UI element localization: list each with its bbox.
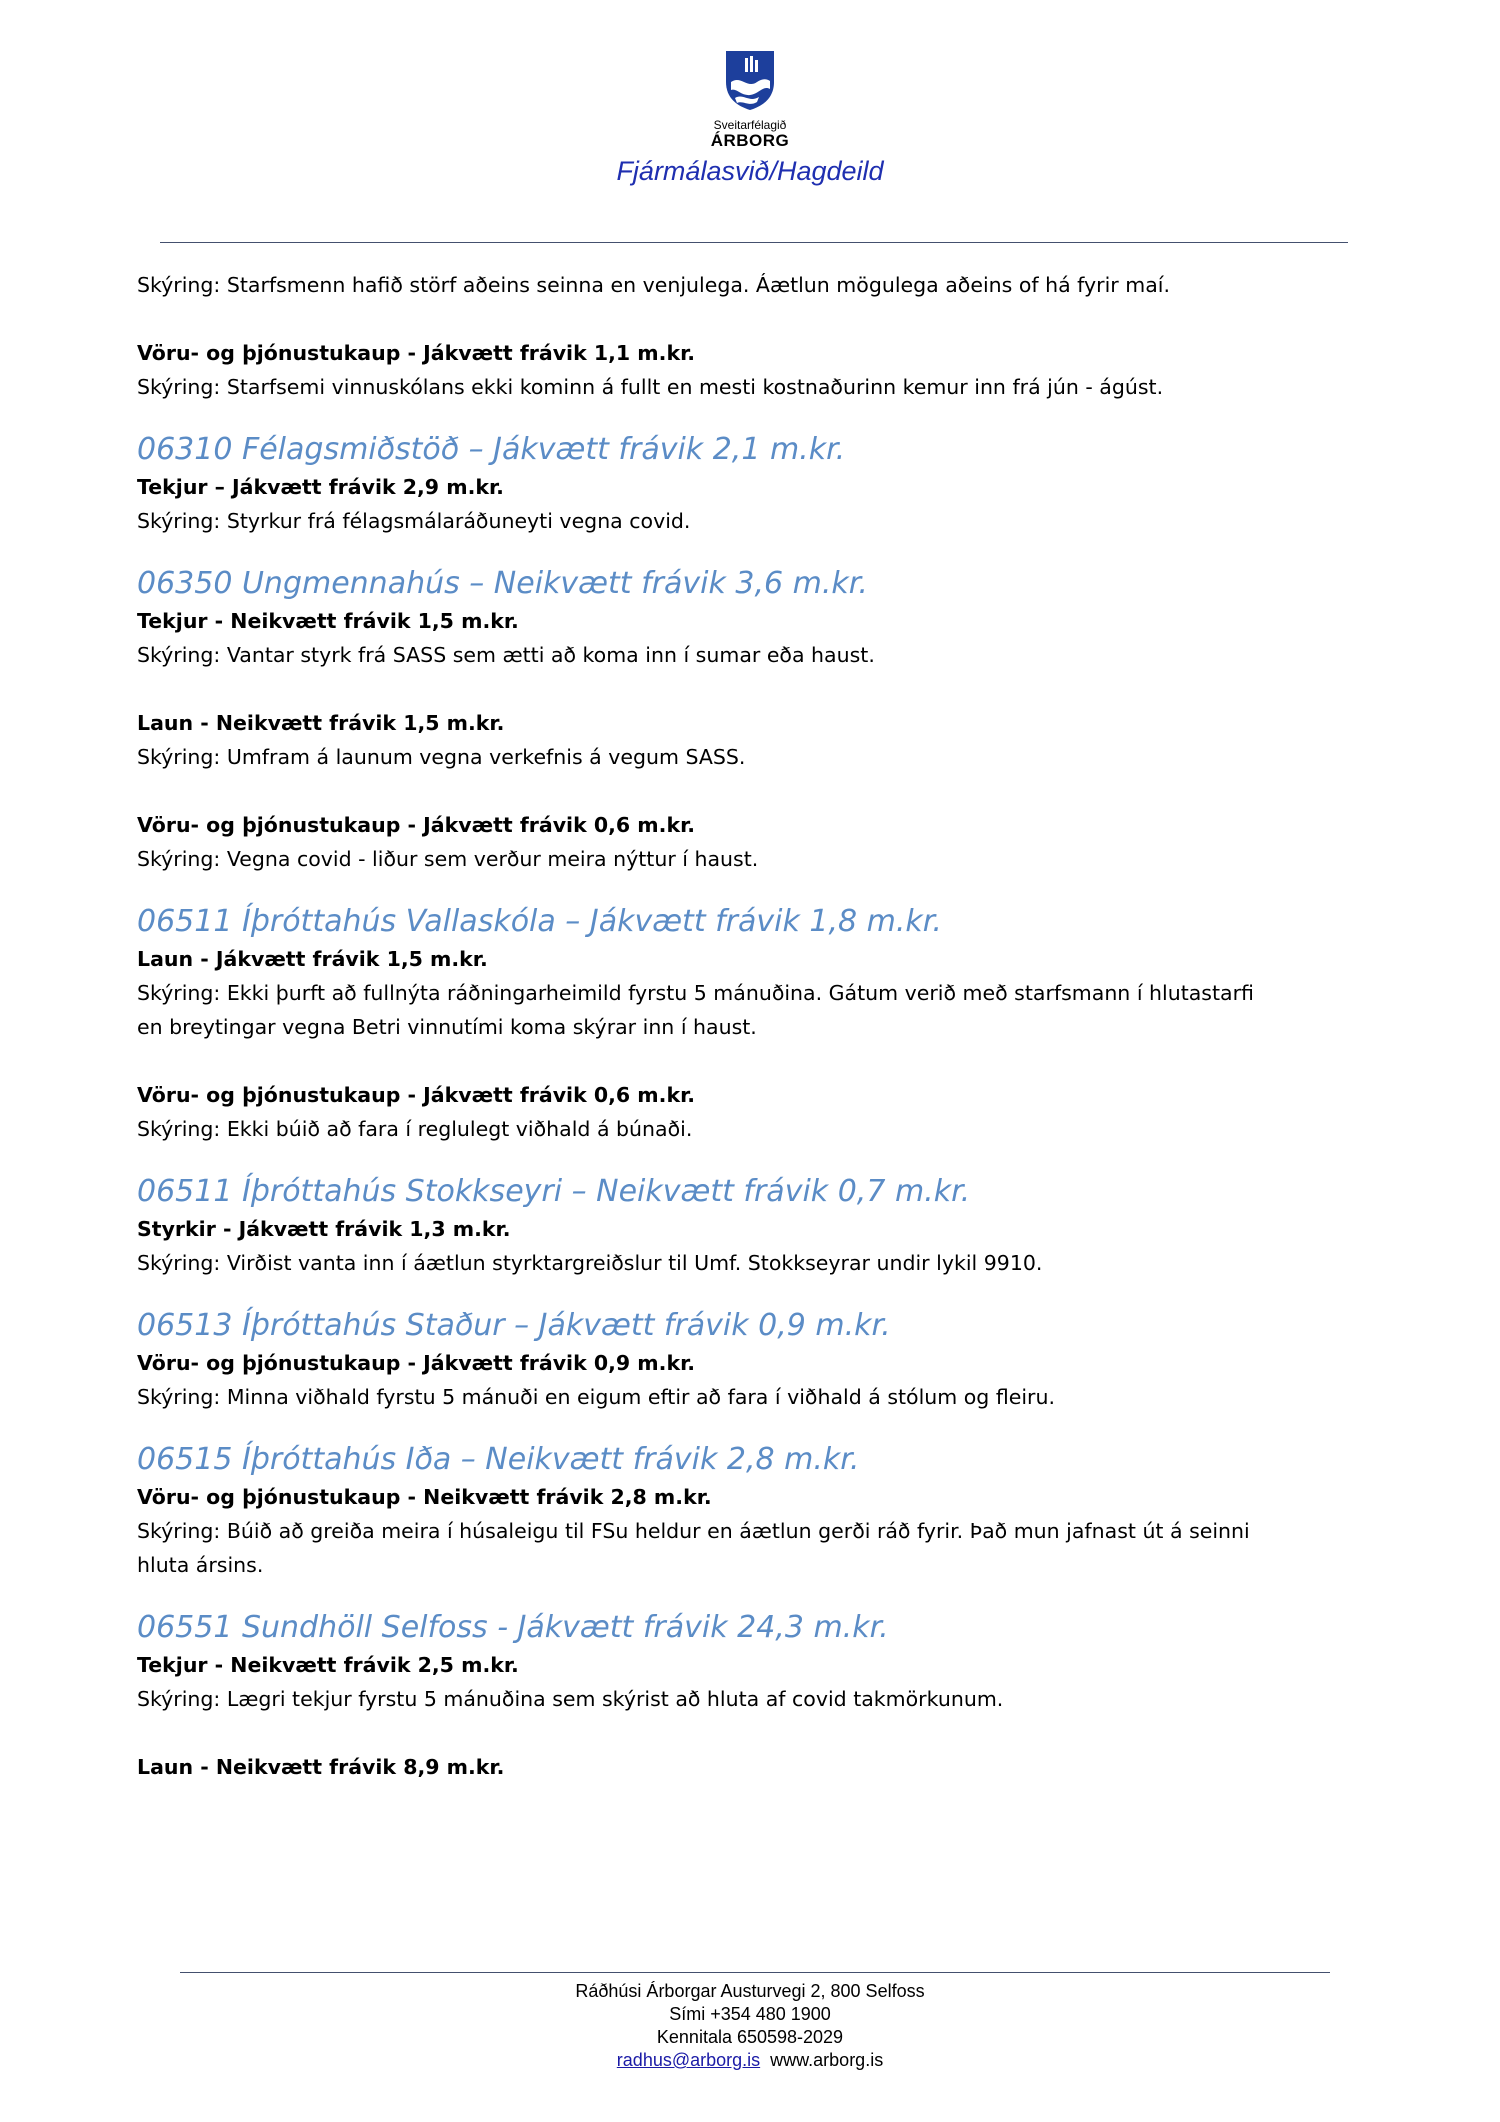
explanation-text: Skýring: Styrkur frá félagsmálaráðuneyti vegna covid.: [137, 509, 691, 533]
paragraph-spacer: [137, 774, 1377, 808]
explanation-text: Skýring: Virðist vanta inn í áætlun styrktargreiðslur til Umf. Stokkseyrar undir lykil 9910.: [137, 1251, 1043, 1275]
line-item-title: Vöru- og þjónustukaup - Jákvætt frávik 0,6 m.kr.: [137, 1083, 696, 1107]
document-body: [137, 268, 1377, 1784]
line-item-title: Tekjur - Neikvætt frávik 2,5 m.kr.: [137, 1653, 519, 1677]
department-title: Fjármálasvið/Hagdeild: [616, 156, 884, 186]
explanation-text: Skýring: Vegna covid - liður sem verður meira nýttur í haust.: [137, 847, 759, 871]
brand-name-small: Sveitarfélagið: [713, 118, 787, 132]
section-heading: 06515 Íþróttahús Iða – Neikvætt frávik 2,8 m.kr.: [137, 1442, 860, 1477]
explanation-text: Skýring: Lægri tekjur fyrstu 5 mánuðina sem skýrist að hluta af covid takmörkunum.: [137, 1687, 1004, 1711]
paragraph-spacer: [137, 302, 1377, 336]
footer-contact: [0, 2049, 1500, 2072]
footer-phone: Sími +354 480 1900: [669, 2004, 831, 2024]
line-item-title: Vöru- og þjónustukaup - Jákvætt frávik 0,6 m.kr.: [137, 813, 696, 837]
header-divider: [160, 242, 1348, 243]
page-header: [0, 48, 1500, 187]
explanation-text: Skýring: Vantar styrk frá SASS sem ætti að koma inn í sumar eða haust.: [137, 643, 875, 667]
section-heading: 06511 Íþróttahús Vallaskóla – Jákvætt frávik 1,8 m.kr.: [137, 904, 942, 939]
explanation-text: Skýring: Umfram á launum vegna verkefnis á vegum SASS.: [137, 745, 746, 769]
line-item-title: Styrkir - Jákvætt frávik 1,3 m.kr.: [137, 1217, 511, 1241]
explanation-text: Skýring: Starfsemi vinnuskólans ekki kominn á fullt en mesti kostnaðurinn kemur inn frá jún - ágúst.: [137, 375, 1164, 399]
explanation-text: Skýring: Ekki búið að fara í reglulegt viðhald á búnaði.: [137, 1117, 693, 1141]
section-heading: 06551 Sundhöll Selfoss - Jákvætt frávik 24,3 m.kr.: [137, 1610, 889, 1645]
section-heading: 06513 Íþróttahús Staður – Jákvætt frávik 0,9 m.kr.: [137, 1308, 891, 1343]
section-heading: 06310 Félagsmiðstöð – Jákvætt frávik 2,1 m.kr.: [137, 432, 846, 467]
website-text: www.arborg.is: [770, 2050, 884, 2070]
explanation-text: en breytingar vegna Betri vinnutími koma skýrar inn í haust.: [137, 1015, 757, 1039]
line-item-title: Tekjur – Jákvætt frávik 2,9 m.kr.: [137, 475, 504, 499]
line-item-title: Laun - Neikvætt frávik 1,5 m.kr.: [137, 711, 505, 735]
paragraph-spacer: [137, 1716, 1377, 1750]
email-link[interactable]: radhus@arborg.is: [616, 2050, 761, 2070]
line-item-title: Laun - Jákvætt frávik 1,5 m.kr.: [137, 947, 488, 971]
arborg-coat-of-arms-icon: [723, 48, 777, 112]
footer-address: Ráðhúsi Árborgar Austurvegi 2, 800 Selfoss: [575, 1981, 925, 2001]
explanation-text: Skýring: Minna viðhald fyrstu 5 mánuði en eigum eftir að fara í viðhald á stólum og fleiru.: [137, 1385, 1055, 1409]
page-footer: [0, 1980, 1500, 2072]
paragraph-spacer: [137, 1044, 1377, 1078]
line-item-title: Laun - Neikvætt frávik 8,9 m.kr.: [137, 1755, 505, 1779]
section-heading: 06511 Íþróttahús Stokkseyri – Neikvætt frávik 0,7 m.kr.: [137, 1174, 971, 1209]
explanation-text: Skýring: Starfsmenn hafið störf aðeins seinna en venjulega. Áætlun mögulega aðeins of há fyrir maí.: [137, 273, 1170, 297]
line-item-title: Vöru- og þjónustukaup - Jákvætt frávik 0,9 m.kr.: [137, 1351, 696, 1375]
explanation-text: hluta ársins.: [137, 1553, 264, 1577]
section-heading: 06350 Ungmennahús – Neikvætt frávik 3,6 m.kr.: [137, 566, 868, 601]
line-item-title: Vöru- og þjónustukaup - Neikvætt frávik 2,8 m.kr.: [137, 1485, 712, 1509]
explanation-text: Skýring: Búið að greiða meira í húsaleigu til FSu heldur en áætlun gerði ráð fyrir. Það mun jafnast út á seinni: [137, 1519, 1250, 1543]
paragraph-spacer: [137, 672, 1377, 706]
explanation-text: Skýring: Ekki þurft að fullnýta ráðningarheimild fyrstu 5 mánuðina. Gátum verið með starfsmann í hlutastarfi: [137, 981, 1254, 1005]
line-item-title: Vöru- og þjónustukaup - Jákvætt frávik 1,1 m.kr.: [137, 341, 696, 365]
brand-name: ÁRBORG: [710, 131, 790, 150]
line-item-title: Tekjur - Neikvætt frávik 1,5 m.kr.: [137, 609, 519, 633]
footer-kennitala: Kennitala 650598-2029: [656, 2027, 844, 2047]
footer-divider: [180, 1972, 1330, 1973]
